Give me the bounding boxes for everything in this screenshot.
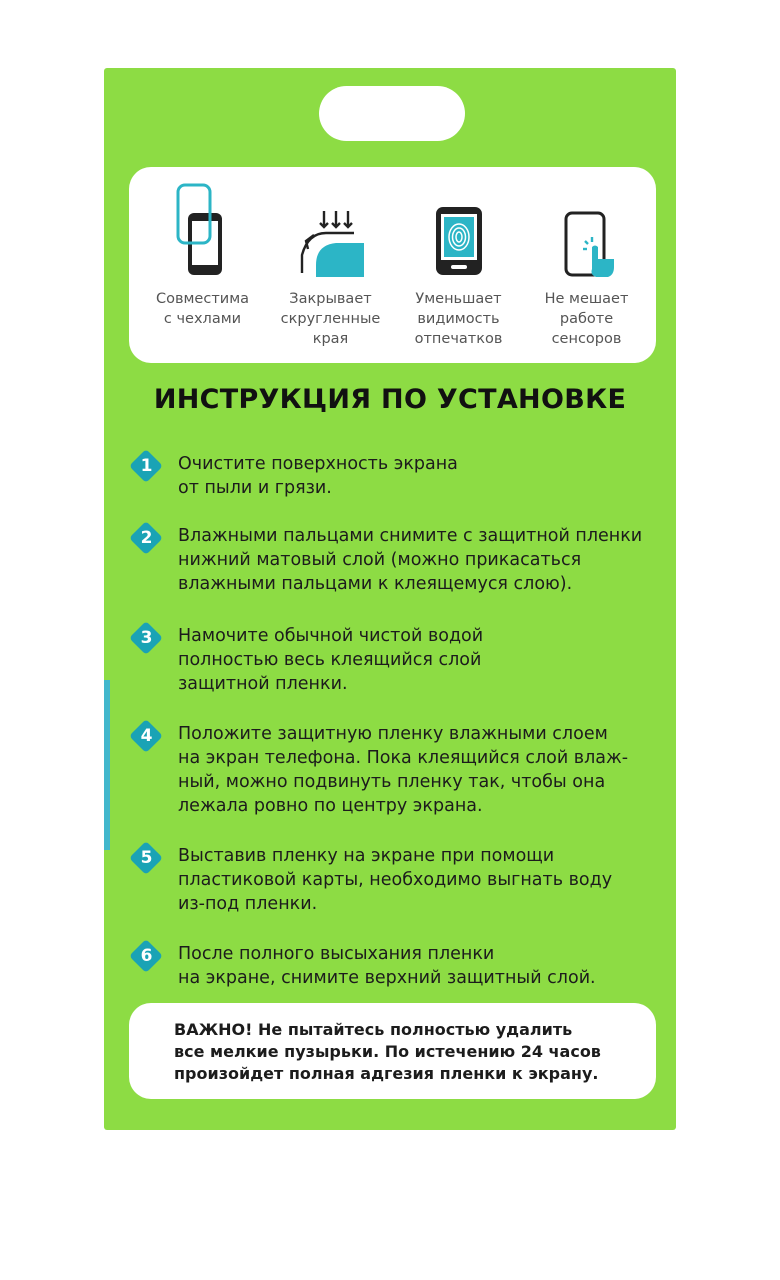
feature-label: Не мешает работе сенсоров	[544, 291, 629, 347]
feature-label: Закрывает скругленные края	[280, 291, 381, 347]
feature-sensors	[521, 167, 652, 363]
step-badge: 3	[132, 624, 161, 653]
step-badge: 5	[132, 844, 161, 873]
features-panel	[129, 167, 656, 363]
feature-curved-edges	[265, 167, 396, 363]
step-badge: 4	[132, 722, 161, 751]
feature-label: Уменьшает видимость отпечатков	[414, 291, 503, 347]
important-note	[129, 1003, 656, 1099]
step-badge: 6	[132, 942, 161, 971]
step-text: Положите защитную пленку влажными слоем на экран телефона. Пока клеящийся слой влаж- ный, можно подвинуть пленку так, чтобы она лежала ровно по центру экрана.	[178, 724, 629, 816]
instructions-title: ИНСТРУКЦИЯ ПО УСТАНОВКЕ	[153, 384, 627, 415]
touch-sensor-icon	[552, 181, 622, 281]
step-text: Очистите поверхность экрана от пыли и грязи.	[178, 454, 458, 498]
hang-hole	[319, 86, 465, 141]
important-note-text: ВАЖНО! Не пытайтесь полностью удалить все мелкие пузырьки. По истечению 24 часов произойдет полная адгезия пленки к экрану.	[174, 1020, 601, 1083]
step-badge: 1	[132, 452, 161, 481]
curved-edge-icon	[286, 181, 376, 281]
step-text: Выставив пленку на экране при помощи пластиковой карты, необходимо выгнать воду из-под пленки.	[178, 846, 613, 914]
fingerprint-phone-icon	[424, 181, 494, 281]
phone-case-icon	[168, 181, 238, 281]
feature-case	[137, 167, 268, 363]
feature-label: Совместима с чехлами	[155, 291, 250, 327]
step-badge: 2	[132, 524, 161, 553]
step-text: После полного высыхания пленки на экране, снимите верхний защитный слой.	[178, 944, 596, 988]
step-text: Влажными пальцами снимите с защитной пленки нижний матовый слой (можно прикасаться влажными пальцами к клеящемуся слою).	[178, 526, 643, 594]
feature-fingerprints	[393, 167, 524, 363]
step-text: Намочите обычной чистой водой полностью весь клеящийся слой защитной пленки.	[178, 626, 484, 694]
side-accent-strip	[104, 680, 110, 850]
